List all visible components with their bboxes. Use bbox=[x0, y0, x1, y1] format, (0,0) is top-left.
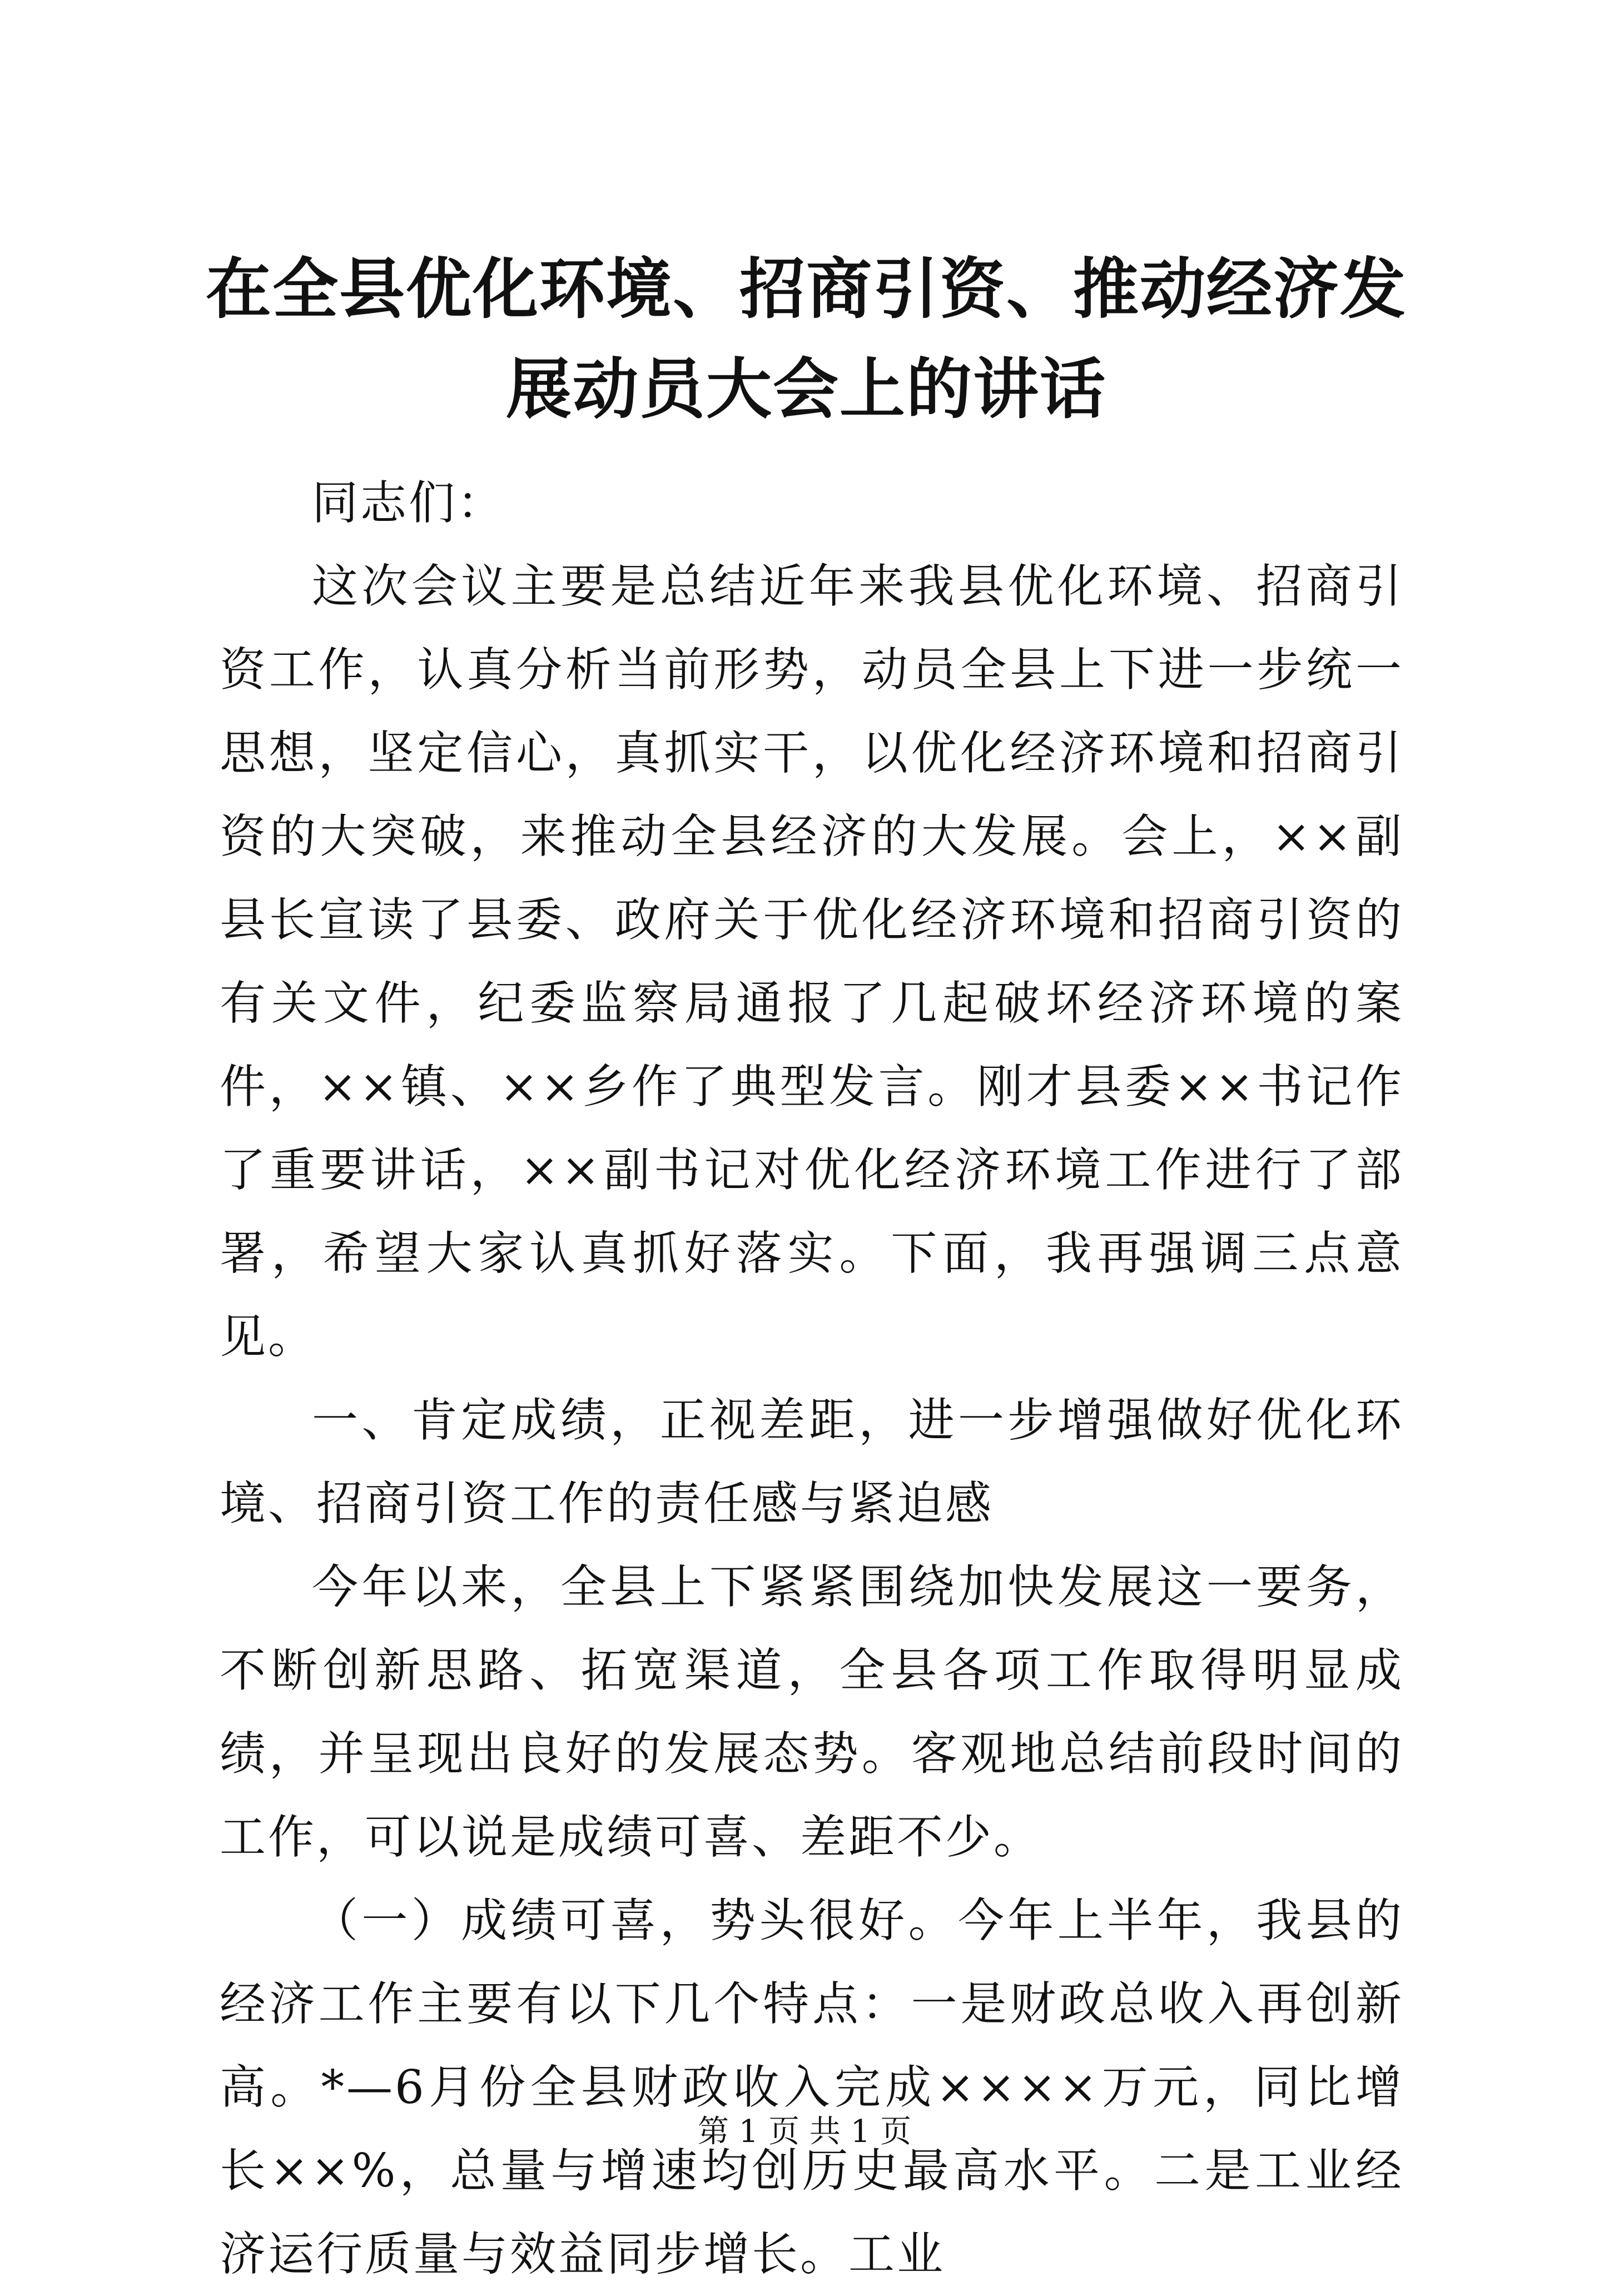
document-title: 在全县优化环境、招商引资、推动经济发展动员大会上的讲话 bbox=[206, 251, 1407, 428]
body-paragraph: 今年以来，全县上下紧紧围绕加快发展这一要务，不断创新思路、拓宽渠道，全县各项工作取得明显成绩，并呈现出良好的发展态势。客观地总结前段时间的工作，可以说是成绩可喜、差距不少。 bbox=[220, 1560, 1404, 1864]
salutation-paragraph: 同志们： bbox=[312, 476, 505, 530]
page-footer: 第 1 页 共 1 页 bbox=[697, 2114, 912, 2150]
intro-paragraph: 这次会议主要是总结近年来我县优化环境、招商引资工作，认真分析当前形势，动员全县上下进一步统一思想，坚定信心，真抓实干，以优化经济环境和招商引资的大突破，来推动全县经济的大发展。会上，××副县长宣读了县委、政府关于优化经济环境和招商引资的有关文件，纪委监察局通报了几起破坏经济环境的案件，××镇、××乡作了典型发言。刚才县委××书记作了重要讲话，××副书记对优化经济环境工作进行了部署，希望大家认真抓好落实。下面，我再强调三点意见。 bbox=[220, 559, 1404, 1364]
section-heading-paragraph: 一、肯定成绩，正视差距，进一步增强做好优化环境、招商引资工作的责任感与紧迫感 bbox=[220, 1393, 1404, 1530]
body-paragraph: （一）成绩可喜，势头很好。今年上半年，我县的经济工作主要有以下几个特点：一是财政总收入再创新高。*—6月份全县财政收入完成××××万元，同比增长××%，总量与增速均创历史最高水平。二是工业经济运行质量与效益同步增长。工业 bbox=[220, 1894, 1404, 2281]
document-body bbox=[220, 461, 1404, 2296]
